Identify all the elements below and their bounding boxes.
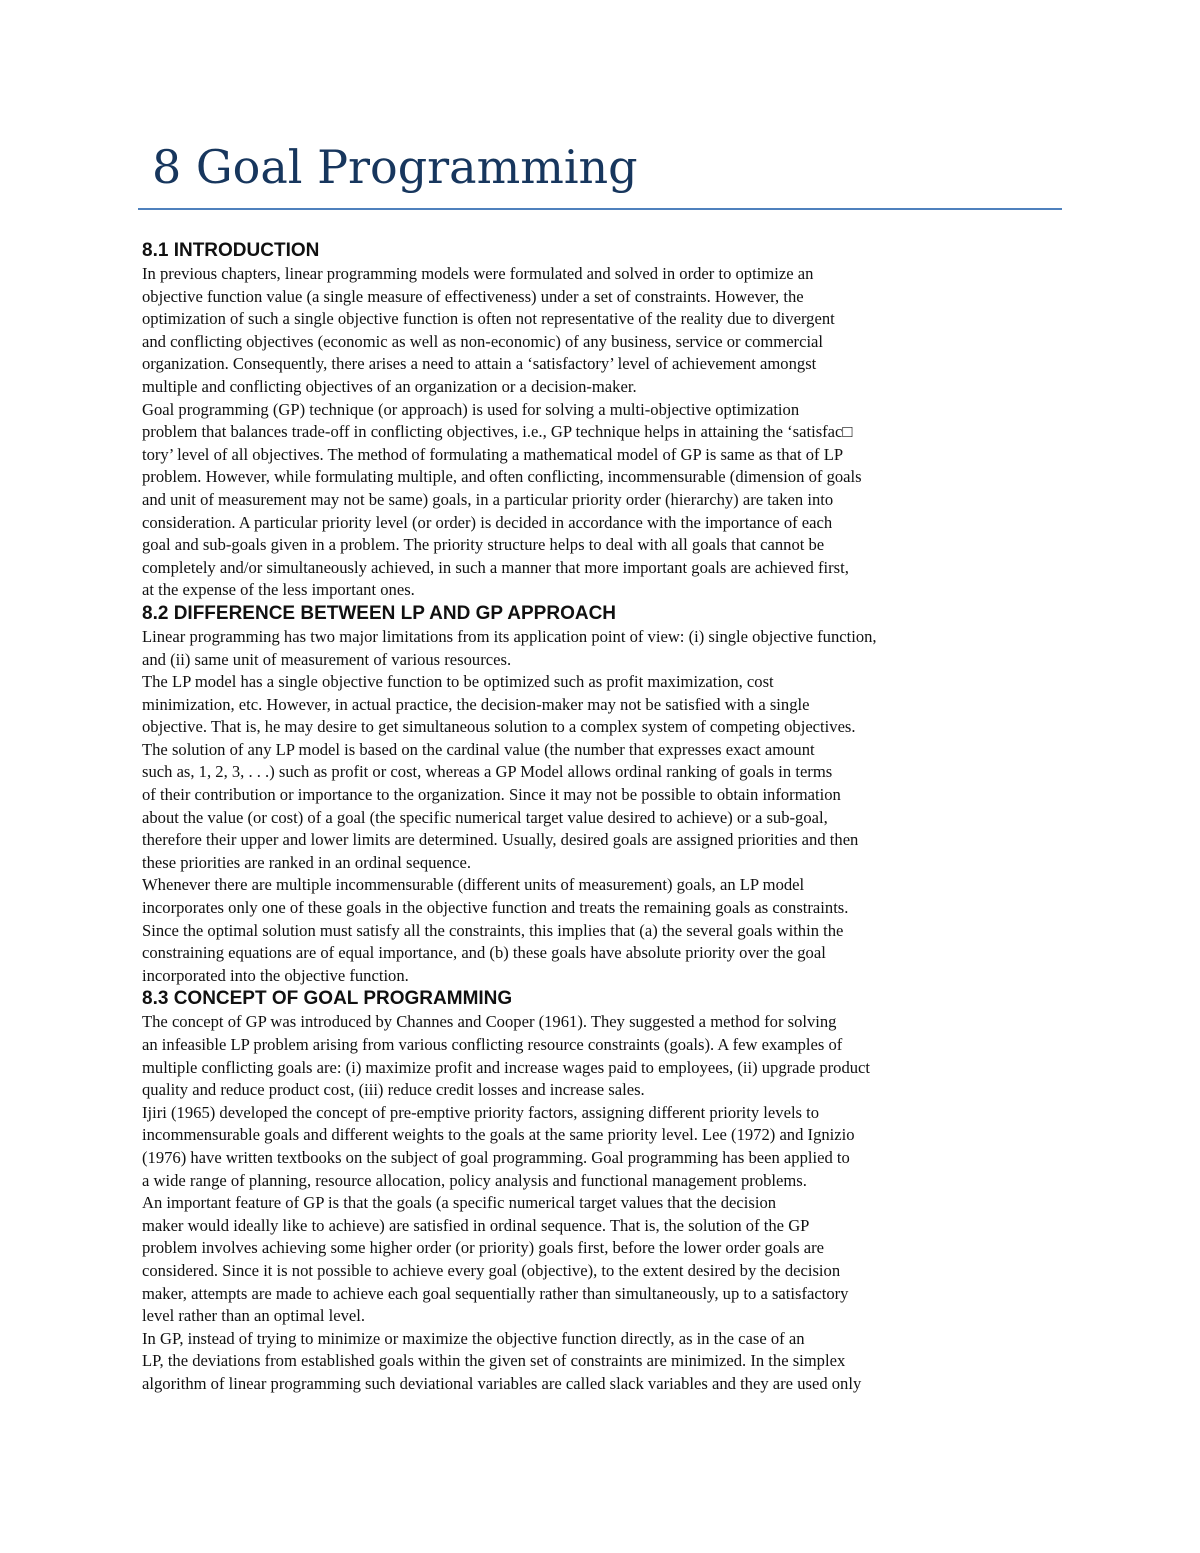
paragraph-line: maker, attempts are made to achieve each goal sequentially rather than simultaneously, up to a satisfactory [142, 1283, 849, 1303]
section-introduction [142, 239, 1022, 602]
paragraph-line: quality and reduce product cost, (iii) reduce credit losses and increase sales. [142, 1080, 645, 1100]
paragraph-line: therefore their upper and lower limits are determined. Usually, desired goals are assigned priorities and then [142, 830, 859, 850]
paragraph-line: about the value (or cost) of a goal (the specific numerical target value desired to achieve) or a sub-goal, [142, 807, 828, 827]
paragraph-line: tory’ level of all objectives. The method of formulating a mathematical model of GP is same as that of LP [142, 444, 844, 464]
paragraph-line: at the expense of the less important ones. [142, 580, 415, 600]
paragraph-line: In previous chapters, linear programming models were formulated and solved in order to optimize an [142, 264, 814, 283]
paragraph-line: incorporated into the objective function. [142, 965, 409, 985]
paragraph-line: these priorities are ranked in an ordinal sequence. [142, 852, 471, 872]
paragraph-line: constraining equations are of equal importance, and (b) these goals have absolute priority over the goal [142, 943, 826, 963]
section-heading: 8.3 CONCEPT OF GOAL PROGRAMMING [142, 988, 513, 1010]
paragraph-line: considered. Since it is not possible to achieve every goal (objective), to the extent desired by the decision [142, 1260, 841, 1280]
paragraph-line: Whenever there are multiple incommensurable (different units of measurement) goals, an LP model [142, 875, 805, 895]
paragraph-line: level rather than an optimal level. [142, 1306, 366, 1326]
paragraph-line: minimization, etc. However, in actual practice, the decision-maker may not be satisfied with a single [142, 694, 810, 714]
paragraph-line: The concept of GP was introduced by Channes and Cooper (1961). They suggested a method for solving [142, 1012, 837, 1032]
paragraph-line: problem. However, while formulating multiple, and often conflicting, incommensurable (dimension of goals [142, 467, 862, 487]
paragraph-line: goal and sub-goals given in a problem. The priority structure helps to deal with all goals that cannot be [142, 535, 825, 555]
paragraph-line: optimization of such a single objective function is often not representative of the reality due to divergent [142, 309, 835, 329]
paragraph-line: and (ii) same unit of measurement of various resources. [142, 649, 512, 669]
paragraph-line: incommensurable goals and different weights to the goals at the same priority level. Lee (1972) and Ignizio [142, 1125, 855, 1145]
paragraph-line: problem involves achieving some higher order (or priority) goals first, before the lower order goals are [142, 1238, 824, 1258]
paragraph-line: multiple and conflicting objectives of an organization or a decision-maker. [142, 376, 637, 396]
paragraph-line: consideration. A particular priority level (or order) is decided in accordance with the importance of each [142, 512, 833, 532]
chapter-title: 8 Goal Programming [152, 140, 638, 194]
paragraph-line: completely and/or simultaneously achieved, in such a manner that more important goals are achieved first, [142, 557, 849, 577]
paragraph-line: incorporates only one of these goals in the objective function and treats the remaining goals as constraints. [142, 898, 849, 918]
paragraph-line: maker would ideally like to achieve) are satisfied in ordinal sequence. That is, the solution of the GP [142, 1215, 810, 1235]
paragraph-line: The solution of any LP model is based on the cardinal value (the number that expresses exact amount [142, 739, 815, 759]
paragraph-line: such as, 1, 2, 3, . . .) such as profit or cost, whereas a GP Model allows ordinal ranking of goals in terms [142, 762, 833, 782]
paragraph-line: (1976) have written textbooks on the subject of goal programming. Goal programming has been applied to [142, 1147, 850, 1167]
paragraph-line: Linear programming has two major limitations from its application point of view: (i) single objective function, [142, 626, 877, 646]
paragraph-line: Since the optimal solution must satisfy all the constraints, this implies that (a) the several goals within the [142, 920, 844, 940]
paragraph-line: organization. Consequently, there arises a need to attain a ‘satisfactory’ level of achievement amongst [142, 354, 817, 374]
section-concept-of-gp [142, 987, 1022, 1395]
paragraph-line: a wide range of planning, resource allocation, policy analysis and functional management problems. [142, 1170, 807, 1190]
paragraph-line: Goal programming (GP) technique (or approach) is used for solving a multi-objective optimization [142, 399, 800, 419]
title-divider [138, 208, 1062, 210]
paragraph-line: multiple conflicting goals are: (i) maximize profit and increase wages paid to employees, (ii) upgrade product [142, 1057, 871, 1077]
paragraph-line: an infeasible LP problem arising from various conflicting resource constraints (goals). A few examples of [142, 1035, 843, 1054]
paragraph-line: algorithm of linear programming such deviational variables are called slack variables and they are used only [142, 1373, 862, 1393]
document-body [142, 239, 1022, 1396]
paragraph-line: An important feature of GP is that the goals (a specific numerical target values that the decision [142, 1193, 777, 1213]
paragraph-line: problem that balances trade-off in conflicting objectives, i.e., GP technique helps in attaining the ‘satisfac□ [142, 422, 853, 442]
paragraph-line: In GP, instead of trying to minimize or maximize the objective function directly, as in the case of an [142, 1328, 805, 1348]
paragraph-line: Ijiri (1965) developed the concept of pre-emptive priority factors, assigning different priority levels to [142, 1102, 820, 1122]
section-lp-vs-gp [142, 602, 1022, 988]
paragraph-line: objective function value (a single measure of effectiveness) under a set of constraints. However, the [142, 286, 804, 306]
paragraph-line: of their contribution or importance to the organization. Since it may not be possible to obtain information [142, 785, 841, 805]
paragraph-line: and unit of measurement may not be same) goals, in a particular priority order (hierarchy) are taken into [142, 489, 834, 509]
section-heading: 8.1 INTRODUCTION [142, 240, 320, 261]
paragraph-line: and conflicting objectives (economic as well as non-economic) of any business, service or commercial [142, 331, 824, 351]
paragraph-line: The LP model has a single objective function to be optimized such as profit maximization, cost [142, 672, 774, 692]
paragraph-line: objective. That is, he may desire to get simultaneous solution to a complex system of competing objectives. [142, 717, 856, 737]
section-heading: 8.2 DIFFERENCE BETWEEN LP AND GP APPROACH [142, 602, 617, 624]
paragraph-line: LP, the deviations from established goals within the given set of constraints are minimized. In the simplex [142, 1351, 846, 1371]
